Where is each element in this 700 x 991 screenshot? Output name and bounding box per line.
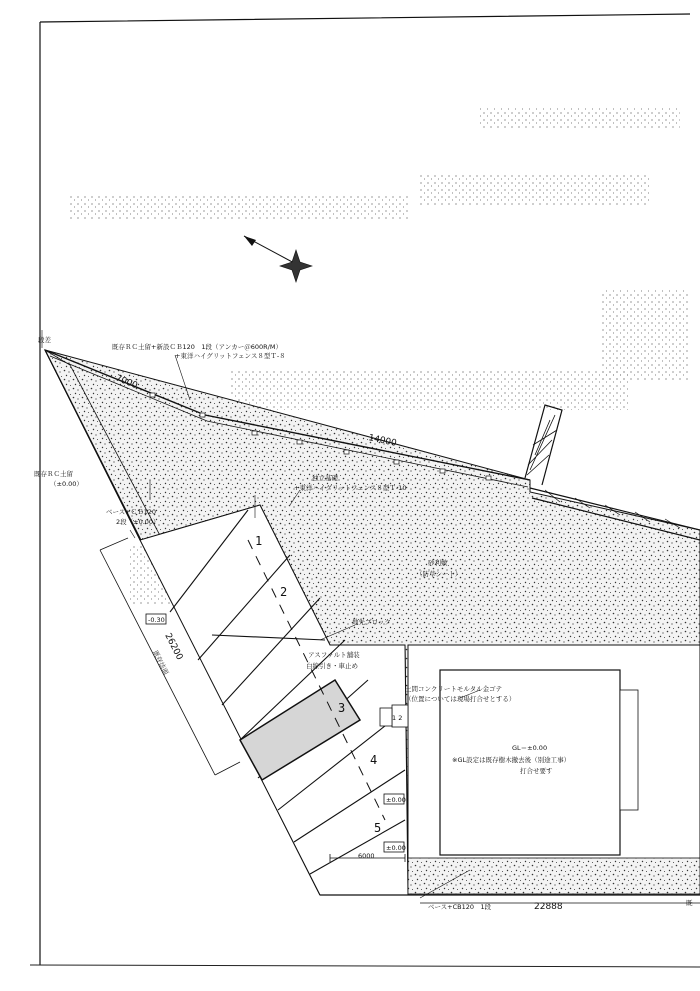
gl-note-2: 打合せ要す xyxy=(520,767,553,775)
parking-number-4: 4 xyxy=(370,753,378,767)
level-marker-1: -0.30 xyxy=(148,616,165,624)
top-note-line-2: +東洋ハイグリットフェンス８型Ｔ-８ xyxy=(175,352,286,360)
dim-top-left: 7000 xyxy=(113,373,139,392)
base-cb-bottom-label: ベース+CB120 1段 xyxy=(428,903,492,911)
left-wall-label-1: 既存ＲＣ土留 xyxy=(34,470,73,478)
foundation-label-2: +東洋ハイグリットフェンス８型Ｔ-10 xyxy=(294,484,407,492)
top-note-line-1: 既存ＲＣ土留+新設ＣＢ120 1段（アンカー＠600R/M） xyxy=(112,343,282,351)
bay-window xyxy=(620,690,638,810)
boundary-block-label: 地先ブロック xyxy=(352,618,391,626)
gl-note-1: ※GL設定は既存樹木撤去後（別途工事） xyxy=(452,756,571,764)
step-2 xyxy=(380,708,392,726)
dim-left-length: 26200 xyxy=(162,631,185,662)
gravel-label-1: 砂利敷 xyxy=(428,559,448,567)
parking-number-3: 3 xyxy=(338,701,346,715)
dim-top-mid: 14000 xyxy=(367,433,398,449)
asphalt-label-2: 白線引き・車止め xyxy=(306,662,358,670)
base-cb-label-2: 2段（±0.00） xyxy=(116,518,160,526)
base-cb-label-1: ベース+ＣＢ120 xyxy=(106,508,157,516)
foundation-label-1: 独立基礎 xyxy=(312,474,338,482)
left-wall-label-2: （±0.00） xyxy=(50,480,83,488)
gravel-label-2: （防草シート） xyxy=(416,570,462,578)
parking-number-1: 1 xyxy=(255,534,263,548)
concrete-label-1: 土間コンクリートモルタル金ゴテ xyxy=(405,685,503,693)
parking-width-label: 1 2 xyxy=(392,714,403,722)
gl-label: GL＝±0.00 xyxy=(512,744,548,752)
bottom-sheet-line xyxy=(30,965,700,967)
level-marker-2: ±0.00 xyxy=(386,796,406,804)
bottom-gravel-strip xyxy=(408,858,700,894)
concrete-label-2: （位置については現場打合せとする） xyxy=(405,695,516,703)
asphalt-label-1: アスファルト舗装 xyxy=(308,651,360,659)
level-marker-3: ±0.00 xyxy=(386,844,406,852)
bottom-right-label: 既 xyxy=(686,899,693,907)
north-arrow-icon xyxy=(244,236,312,282)
existing-side-label: 既存法面 xyxy=(151,649,171,677)
parking-number-2: 2 xyxy=(280,585,288,599)
dim-bottom: 22888 xyxy=(534,902,563,912)
parking-number-5: 5 xyxy=(374,821,382,835)
dim-inner: 6000 xyxy=(358,852,375,860)
curb-label: 段差 xyxy=(38,336,51,344)
